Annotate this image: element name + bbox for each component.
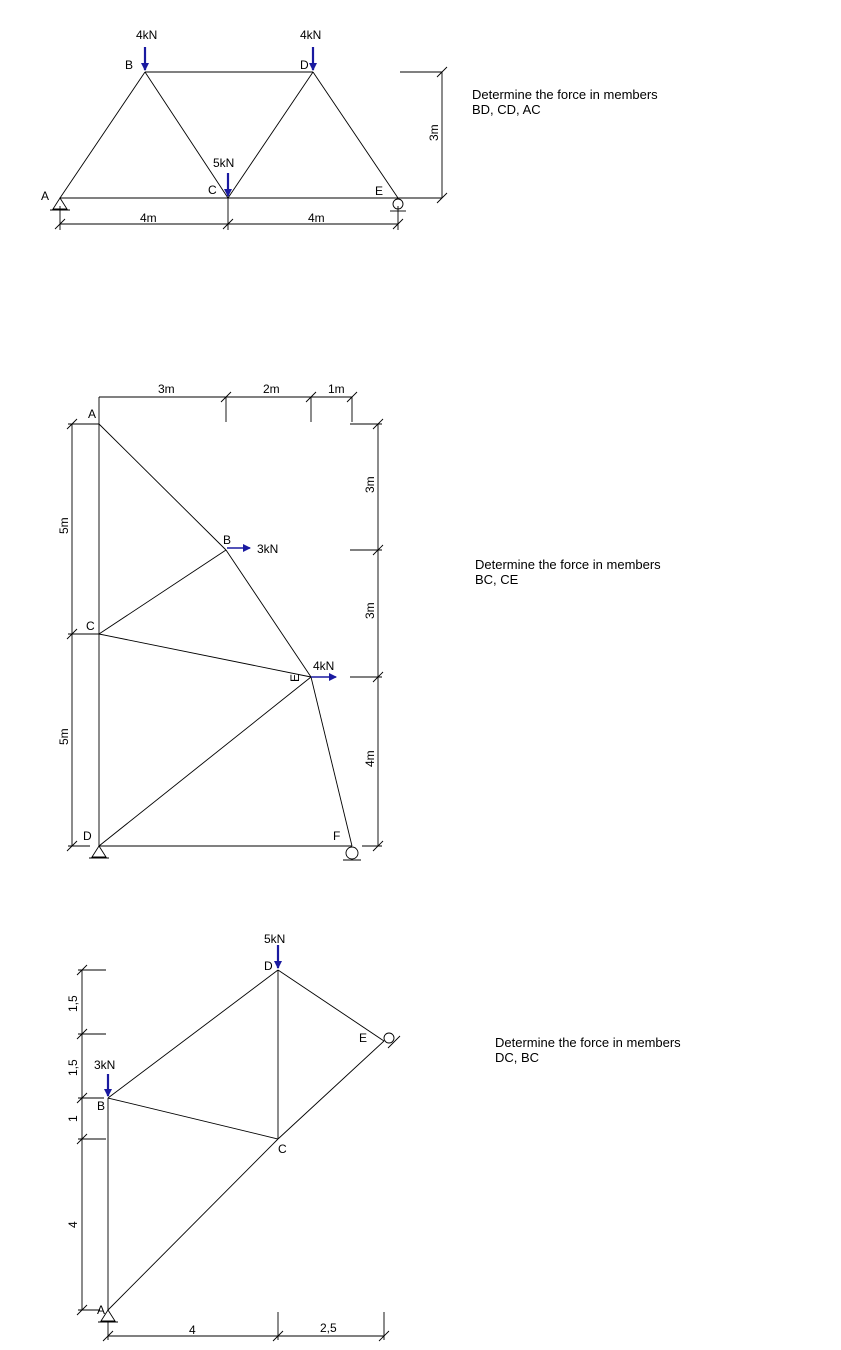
member-ab: [99, 424, 226, 550]
member-de: [99, 677, 311, 846]
member-bc: [108, 1098, 278, 1139]
load-label-d: 4kN: [300, 28, 322, 42]
dim-label-ac: 4m: [140, 211, 157, 225]
node-label-e: E: [359, 1031, 368, 1045]
load-label-b: 3kN: [257, 542, 279, 556]
node-label-d: D: [264, 959, 273, 973]
dim-label-left-3: 1: [66, 1115, 80, 1122]
dim-label-left-4: 4: [66, 1221, 80, 1228]
dim-label-height: 3m: [427, 124, 441, 141]
member-de: [313, 72, 398, 198]
problem-3-truss: [77, 965, 389, 1341]
dim-label-left-2: 1,5: [66, 1059, 80, 1076]
node-label-c: C: [208, 183, 217, 197]
dim-label-bottom-1: 4: [189, 1323, 196, 1337]
member-bd: [108, 970, 278, 1098]
dim-label-bottom-2: 2,5: [320, 1321, 337, 1335]
load-label-c: 5kN: [213, 156, 235, 170]
member-be: [226, 550, 311, 677]
member-ef: [311, 677, 352, 846]
problem-2-truss: [67, 392, 383, 851]
member-ac: [108, 1139, 278, 1310]
node-label-a: A: [88, 407, 97, 421]
dim-label-left-1: 5m: [57, 517, 71, 534]
dim-label-top-1: 3m: [158, 382, 175, 396]
dim-label-left-1: 1,5: [66, 995, 80, 1012]
dim-label-top-3: 1m: [328, 382, 345, 396]
node-label-b: B: [223, 533, 232, 547]
dim-label-ce: 4m: [308, 211, 325, 225]
dim-label-left-2: 5m: [57, 728, 71, 745]
problem-2-instruction: [475, 557, 661, 587]
load-label-e: 4kN: [313, 659, 335, 673]
support-e-roller-icon: [384, 1033, 400, 1048]
problem-3-loads: [108, 945, 278, 1096]
dim-label-right-2: 3m: [363, 602, 377, 619]
dim-label-right-3: 4m: [363, 750, 377, 767]
support-f-roller-icon: [343, 847, 361, 860]
problem-2-instruction-line2: BC, CE: [475, 572, 519, 587]
problem-1-instruction: [472, 87, 658, 117]
node-label-e: E: [375, 184, 384, 198]
node-label-d: D: [300, 58, 309, 72]
node-label-c: C: [278, 1142, 287, 1156]
node-label-a: A: [97, 1303, 106, 1317]
problem-1-loads: [145, 47, 313, 196]
problem-2-instruction-line1: Determine the force in members: [475, 557, 661, 572]
member-bc: [99, 550, 226, 634]
node-label-c: C: [86, 619, 95, 633]
problem-3-instruction: [495, 1035, 681, 1065]
problem-2-loads: [227, 548, 336, 677]
support-e-roller-icon: [390, 199, 406, 211]
node-label-b: B: [125, 58, 134, 72]
load-label-b: 4kN: [136, 28, 158, 42]
node-label-f: F: [333, 829, 341, 843]
node-label-b: B: [97, 1099, 106, 1113]
problem-1-instruction-line1: Determine the force in members: [472, 87, 658, 102]
problem-1-instruction-line2: BD, CD, AC: [472, 102, 541, 117]
node-label-d: D: [83, 829, 92, 843]
member-bc: [145, 72, 228, 198]
support-d-pin-icon: [89, 846, 109, 858]
member-de: [278, 970, 384, 1041]
node-label-e: E: [288, 673, 302, 682]
member-ce: [99, 634, 311, 677]
problem-1-truss: [55, 67, 447, 230]
load-label-d: 5kN: [264, 932, 286, 946]
dim-label-top-2: 2m: [263, 382, 280, 396]
member-ab: [60, 72, 145, 198]
dim-label-right-1: 3m: [363, 476, 377, 493]
member-cd: [228, 72, 313, 198]
problem-3-instruction-line1: Determine the force in members: [495, 1035, 681, 1050]
problem-3-instruction-line2: DC, BC: [495, 1050, 540, 1065]
load-label-b: 3kN: [94, 1058, 116, 1072]
member-ce: [278, 1041, 384, 1139]
node-label-a: A: [41, 189, 50, 203]
